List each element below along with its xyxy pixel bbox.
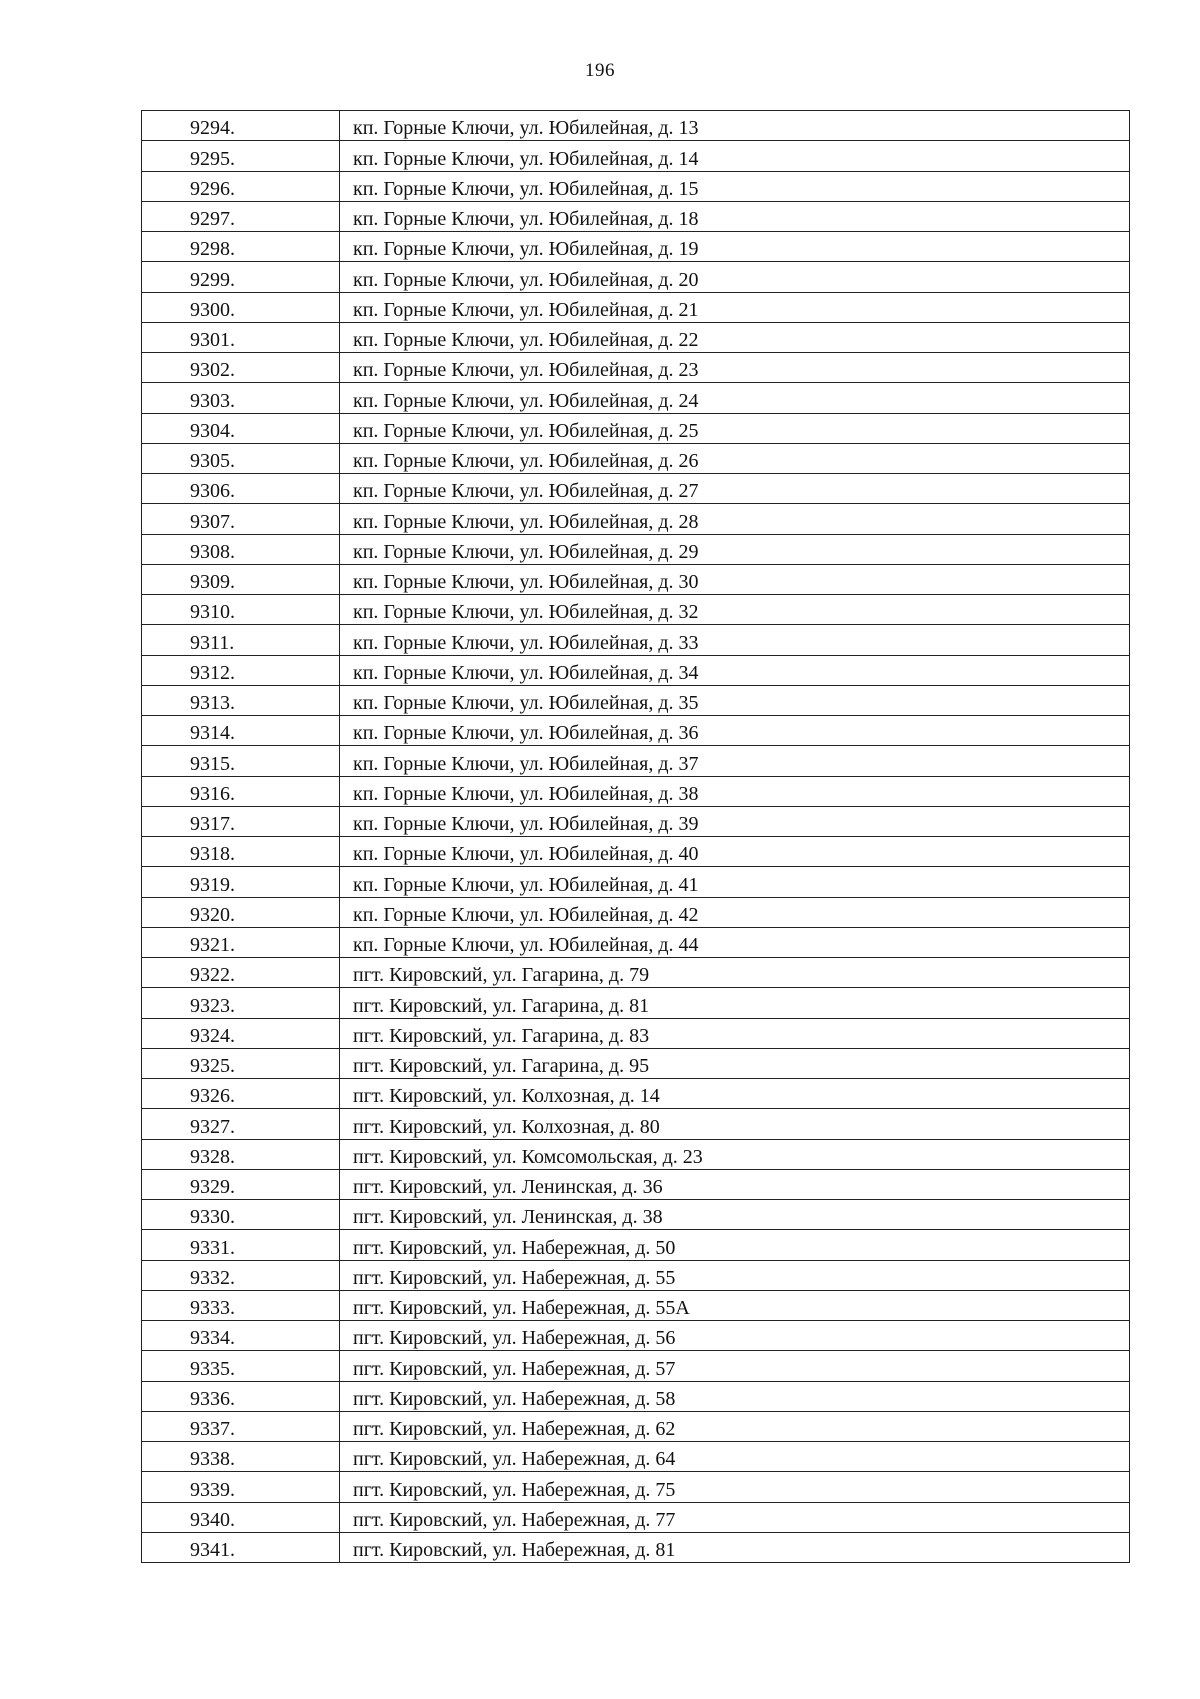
row-number-cell xyxy=(142,897,340,927)
address-cell xyxy=(340,564,1130,594)
address-cell xyxy=(340,897,1130,927)
address-cell xyxy=(340,746,1130,776)
address-cell xyxy=(340,262,1130,292)
table-row xyxy=(142,1290,1130,1320)
table-row xyxy=(142,1442,1130,1472)
row-number: 9330. xyxy=(190,1206,235,1229)
address-cell xyxy=(340,1169,1130,1199)
table-row xyxy=(142,746,1130,776)
row-number-cell xyxy=(142,564,340,594)
address-text: пгт. Кировский, ул. Набережная, д. 75 xyxy=(353,1478,676,1501)
address-cell xyxy=(340,171,1130,201)
table-row xyxy=(142,1109,1130,1139)
address-text: кп. Горные Ключи, ул. Юбилейная, д. 36 xyxy=(353,722,699,745)
address-text: пгт. Кировский, ул. Гагарина, д. 95 xyxy=(353,1055,650,1077)
address-text: пгт. Кировский, ул. Набережная, д. 55А xyxy=(353,1297,690,1319)
row-number-cell xyxy=(142,655,340,685)
address-text: пгт. Кировский, ул. Набережная, д. 55 xyxy=(353,1266,676,1289)
row-number: 9326. xyxy=(190,1085,235,1108)
table-row xyxy=(142,927,1130,957)
row-number-cell xyxy=(142,1079,340,1109)
address-cell xyxy=(340,867,1130,897)
table-row xyxy=(142,1502,1130,1532)
address-cell xyxy=(340,958,1130,988)
address-text: кп. Горные Ключи, ул. Юбилейная, д. 21 xyxy=(353,298,699,321)
table-row xyxy=(142,504,1130,534)
row-number: 9336. xyxy=(190,1387,235,1410)
table-row xyxy=(142,1169,1130,1199)
table-row xyxy=(142,1079,1130,1109)
row-number-cell xyxy=(142,837,340,867)
row-number-cell xyxy=(142,534,340,564)
table-row xyxy=(142,1411,1130,1441)
row-number-cell xyxy=(142,1290,340,1320)
row-number: 9317. xyxy=(190,813,235,835)
table-row xyxy=(142,1200,1130,1230)
address-cell xyxy=(340,776,1130,806)
address-cell xyxy=(340,1411,1130,1441)
row-number-cell xyxy=(142,292,340,322)
row-number-cell xyxy=(142,1411,340,1441)
table-row xyxy=(142,564,1130,594)
table-row xyxy=(142,806,1130,836)
row-number: 9341. xyxy=(190,1539,235,1561)
table-row xyxy=(142,413,1130,443)
row-number-cell xyxy=(142,1018,340,1048)
row-number-cell xyxy=(142,806,340,836)
address-cell xyxy=(340,837,1130,867)
address-cell xyxy=(340,806,1130,836)
row-number: 9306. xyxy=(190,480,235,503)
address-cell xyxy=(340,443,1130,473)
address-text: кп. Горные Ключи, ул. Юбилейная, д. 30 xyxy=(353,571,699,593)
address-text: кп. Горные Ключи, ул. Юбилейная, д. 32 xyxy=(353,601,699,624)
table-row xyxy=(142,716,1130,746)
address-text: пгт. Кировский, ул. Гагарина, д. 83 xyxy=(353,1024,650,1047)
address-text: кп. Горные Ключи, ул. Юбилейная, д. 40 xyxy=(353,843,699,866)
table-row xyxy=(142,383,1130,413)
row-number: 9331. xyxy=(190,1236,235,1259)
address-text: кп. Горные Ключи, ул. Юбилейная, д. 13 xyxy=(353,117,699,140)
row-number: 9296. xyxy=(190,177,235,200)
address-text: пгт. Кировский, ул. Набережная, д. 62 xyxy=(353,1418,676,1440)
row-number-cell xyxy=(142,1109,340,1139)
table-row xyxy=(142,322,1130,352)
address-cell xyxy=(340,655,1130,685)
table-row xyxy=(142,111,1130,141)
address-text: пгт. Кировский, ул. Набережная, д. 64 xyxy=(353,1448,676,1471)
address-cell xyxy=(340,1079,1130,1109)
address-cell xyxy=(340,1109,1130,1139)
row-number: 9301. xyxy=(190,329,235,351)
address-cell xyxy=(340,1139,1130,1169)
address-cell xyxy=(340,292,1130,322)
address-cell xyxy=(340,232,1130,262)
table-row xyxy=(142,897,1130,927)
row-number-cell xyxy=(142,1532,340,1562)
row-number-cell xyxy=(142,927,340,957)
table-row xyxy=(142,1230,1130,1260)
address-text: кп. Горные Ключи, ул. Юбилейная, д. 44 xyxy=(353,934,699,956)
row-number: 9339. xyxy=(190,1478,235,1501)
row-number-cell xyxy=(142,625,340,655)
row-number: 9295. xyxy=(190,147,235,170)
address-cell xyxy=(340,413,1130,443)
row-number-cell xyxy=(142,867,340,897)
row-number: 9299. xyxy=(190,268,235,291)
row-number: 9309. xyxy=(190,571,235,593)
address-text: пгт. Кировский, ул. Колхозная, д. 80 xyxy=(353,1115,660,1138)
row-number: 9323. xyxy=(190,994,235,1017)
row-number-cell xyxy=(142,353,340,383)
address-cell xyxy=(340,1381,1130,1411)
address-text: кп. Горные Ключи, ул. Юбилейная, д. 19 xyxy=(353,238,699,261)
row-number-cell xyxy=(142,746,340,776)
row-number: 9310. xyxy=(190,601,235,624)
address-text: пгт. Кировский, ул. Набережная, д. 50 xyxy=(353,1236,676,1259)
table-row xyxy=(142,474,1130,504)
row-number: 9313. xyxy=(190,692,235,714)
row-number-cell xyxy=(142,716,340,746)
address-cell xyxy=(340,1442,1130,1472)
row-number: 9315. xyxy=(190,752,235,775)
table-row xyxy=(142,867,1130,897)
row-number: 9327. xyxy=(190,1115,235,1138)
address-cell xyxy=(340,625,1130,655)
address-text: кп. Горные Ключи, ул. Юбилейная, д. 38 xyxy=(353,782,699,805)
row-number: 9297. xyxy=(190,208,235,230)
address-cell xyxy=(340,927,1130,957)
table-row xyxy=(142,1018,1130,1048)
row-number-cell xyxy=(142,685,340,715)
address-cell xyxy=(340,595,1130,625)
table-row xyxy=(142,625,1130,655)
address-text: кп. Горные Ключи, ул. Юбилейная, д. 42 xyxy=(353,903,699,926)
row-number-cell xyxy=(142,322,340,352)
table-row xyxy=(142,141,1130,171)
address-cell xyxy=(340,141,1130,171)
row-number: 9335. xyxy=(190,1357,235,1380)
row-number-cell xyxy=(142,504,340,534)
row-number: 9322. xyxy=(190,964,235,987)
table-row xyxy=(142,595,1130,625)
address-text: кп. Горные Ключи, ул. Юбилейная, д. 15 xyxy=(353,177,699,200)
row-number: 9328. xyxy=(190,1145,235,1168)
row-number-cell xyxy=(142,413,340,443)
table-row xyxy=(142,292,1130,322)
row-number-cell xyxy=(142,1139,340,1169)
address-cell xyxy=(340,1532,1130,1562)
table-row xyxy=(142,776,1130,806)
address-cell xyxy=(340,1351,1130,1381)
address-cell xyxy=(340,383,1130,413)
row-number-cell xyxy=(142,958,340,988)
address-cell xyxy=(340,1230,1130,1260)
address-text: кп. Горные Ключи, ул. Юбилейная, д. 27 xyxy=(353,480,699,503)
table-row xyxy=(142,1260,1130,1290)
row-number: 9318. xyxy=(190,843,235,866)
table-row xyxy=(142,1139,1130,1169)
address-text: пгт. Кировский, ул. Набережная, д. 57 xyxy=(353,1357,676,1380)
table-row xyxy=(142,232,1130,262)
address-text: кп. Горные Ключи, ул. Юбилейная, д. 39 xyxy=(353,813,699,835)
address-text: пгт. Кировский, ул. Ленинская, д. 38 xyxy=(353,1206,663,1229)
row-number: 9305. xyxy=(190,450,235,472)
row-number: 9314. xyxy=(190,722,235,745)
row-number-cell xyxy=(142,1351,340,1381)
row-number-cell xyxy=(142,1321,340,1351)
table-row xyxy=(142,201,1130,231)
address-text: кп. Горные Ключи, ул. Юбилейная, д. 28 xyxy=(353,510,699,533)
address-text: кп. Горные Ключи, ул. Юбилейная, д. 18 xyxy=(353,208,699,230)
address-text: кп. Горные Ключи, ул. Юбилейная, д. 34 xyxy=(353,661,699,684)
table-row xyxy=(142,443,1130,473)
row-number-cell xyxy=(142,474,340,504)
address-table xyxy=(141,110,1130,1563)
table-row xyxy=(142,1321,1130,1351)
address-cell xyxy=(340,111,1130,141)
address-text: пгт. Кировский, ул. Колхозная, д. 14 xyxy=(353,1085,660,1108)
row-number-cell xyxy=(142,443,340,473)
table-row xyxy=(142,837,1130,867)
address-table-body xyxy=(142,111,1130,1563)
row-number: 9321. xyxy=(190,934,235,956)
row-number: 9304. xyxy=(190,419,235,442)
address-cell xyxy=(340,716,1130,746)
row-number-cell xyxy=(142,1200,340,1230)
row-number-cell xyxy=(142,1442,340,1472)
row-number: 9324. xyxy=(190,1024,235,1047)
table-row xyxy=(142,262,1130,292)
row-number-cell xyxy=(142,1472,340,1502)
address-text: пгт. Кировский, ул. Комсомольская, д. 23 xyxy=(353,1145,703,1168)
table-row xyxy=(142,655,1130,685)
address-text: кп. Горные Ключи, ул. Юбилейная, д. 22 xyxy=(353,329,699,351)
address-text: пгт. Кировский, ул. Набережная, д. 56 xyxy=(353,1327,676,1350)
row-number-cell xyxy=(142,776,340,806)
row-number-cell xyxy=(142,383,340,413)
table-row xyxy=(142,1381,1130,1411)
table-row xyxy=(142,685,1130,715)
row-number: 9320. xyxy=(190,903,235,926)
address-text: кп. Горные Ключи, ул. Юбилейная, д. 29 xyxy=(353,540,699,563)
table-row xyxy=(142,958,1130,988)
row-number-cell xyxy=(142,141,340,171)
row-number-cell xyxy=(142,232,340,262)
address-text: кп. Горные Ключи, ул. Юбилейная, д. 25 xyxy=(353,419,699,442)
table-row xyxy=(142,1472,1130,1502)
address-text: кп. Горные Ключи, ул. Юбилейная, д. 35 xyxy=(353,692,699,714)
page-number: 196 xyxy=(585,60,615,81)
table-row xyxy=(142,534,1130,564)
row-number-cell xyxy=(142,1502,340,1532)
address-text: кп. Горные Ключи, ул. Юбилейная, д. 26 xyxy=(353,450,699,472)
address-cell xyxy=(340,201,1130,231)
address-cell xyxy=(340,685,1130,715)
row-number: 9302. xyxy=(190,359,235,382)
row-number: 9319. xyxy=(190,873,235,896)
address-text: пгт. Кировский, ул. Набережная, д. 81 xyxy=(353,1539,676,1561)
row-number: 9325. xyxy=(190,1055,235,1077)
row-number-cell xyxy=(142,595,340,625)
row-number-cell xyxy=(142,201,340,231)
address-cell xyxy=(340,1321,1130,1351)
address-cell xyxy=(340,1290,1130,1320)
row-number: 9294. xyxy=(190,117,235,140)
address-cell xyxy=(340,1472,1130,1502)
address-text: пгт. Кировский, ул. Ленинская, д. 36 xyxy=(353,1176,663,1198)
row-number-cell xyxy=(142,171,340,201)
row-number: 9334. xyxy=(190,1327,235,1350)
address-cell xyxy=(340,1502,1130,1532)
row-number: 9303. xyxy=(190,389,235,412)
row-number: 9311. xyxy=(190,631,235,654)
address-text: кп. Горные Ключи, ул. Юбилейная, д. 23 xyxy=(353,359,699,382)
row-number: 9332. xyxy=(190,1266,235,1289)
address-text: кп. Горные Ключи, ул. Юбилейная, д. 41 xyxy=(353,873,699,896)
row-number: 9338. xyxy=(190,1448,235,1471)
table-row xyxy=(142,171,1130,201)
address-text: кп. Горные Ключи, ул. Юбилейная, д. 37 xyxy=(353,752,699,775)
address-text: кп. Горные Ключи, ул. Юбилейная, д. 20 xyxy=(353,268,699,291)
table-row xyxy=(142,988,1130,1018)
row-number: 9308. xyxy=(190,540,235,563)
address-cell xyxy=(340,322,1130,352)
row-number-cell xyxy=(142,988,340,1018)
address-text: кп. Горные Ключи, ул. Юбилейная, д. 24 xyxy=(353,389,699,412)
address-text: пгт. Кировский, ул. Набережная, д. 77 xyxy=(353,1508,676,1531)
address-cell xyxy=(340,1260,1130,1290)
row-number: 9337. xyxy=(190,1418,235,1440)
row-number: 9329. xyxy=(190,1176,235,1198)
address-text: кп. Горные Ключи, ул. Юбилейная, д. 33 xyxy=(353,631,699,654)
row-number-cell xyxy=(142,1169,340,1199)
row-number: 9298. xyxy=(190,238,235,261)
row-number-cell xyxy=(142,1230,340,1260)
row-number-cell xyxy=(142,111,340,141)
row-number-cell xyxy=(142,1381,340,1411)
row-number: 9312. xyxy=(190,661,235,684)
row-number: 9340. xyxy=(190,1508,235,1531)
row-number: 9316. xyxy=(190,782,235,805)
row-number-cell xyxy=(142,262,340,292)
address-cell xyxy=(340,988,1130,1018)
row-number: 9300. xyxy=(190,298,235,321)
address-cell xyxy=(340,1200,1130,1230)
address-text: пгт. Кировский, ул. Гагарина, д. 79 xyxy=(353,964,650,987)
table-row xyxy=(142,1532,1130,1562)
table-row xyxy=(142,353,1130,383)
table-row xyxy=(142,1048,1130,1078)
address-cell xyxy=(340,504,1130,534)
address-cell xyxy=(340,534,1130,564)
row-number: 9333. xyxy=(190,1297,235,1319)
address-text: пгт. Кировский, ул. Набережная, д. 58 xyxy=(353,1387,676,1410)
address-cell xyxy=(340,1048,1130,1078)
address-cell xyxy=(340,1018,1130,1048)
row-number-cell xyxy=(142,1048,340,1078)
row-number-cell xyxy=(142,1260,340,1290)
address-text: кп. Горные Ключи, ул. Юбилейная, д. 14 xyxy=(353,147,699,170)
address-text: пгт. Кировский, ул. Гагарина, д. 81 xyxy=(353,994,650,1017)
address-cell xyxy=(340,474,1130,504)
table-row xyxy=(142,1351,1130,1381)
row-number: 9307. xyxy=(190,510,235,533)
address-cell xyxy=(340,353,1130,383)
